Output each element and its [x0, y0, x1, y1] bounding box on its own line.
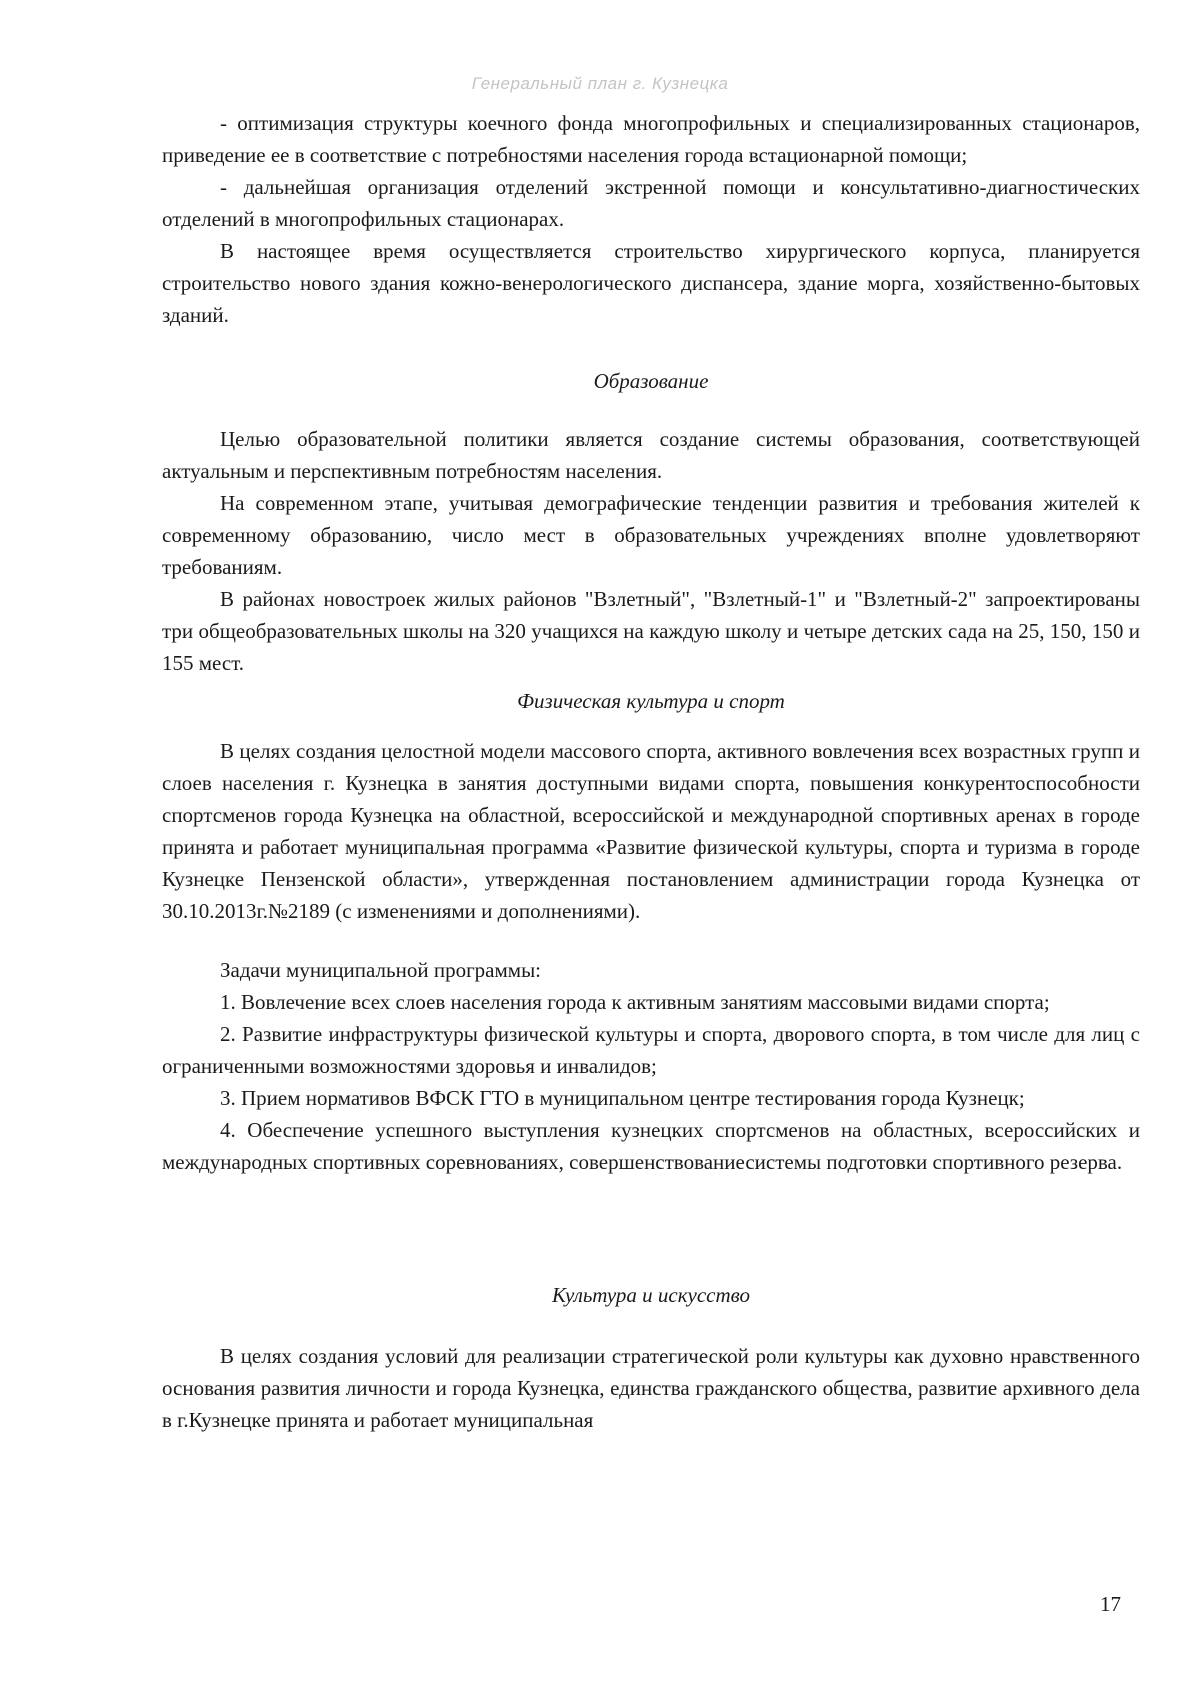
section-culture	[162, 1279, 1140, 1311]
list-item: 4. Обеспечение успешного выступления кузнецких спортсменов на областных, всероссийских и международных спортивных соревнованиях, совершенствованиесистемы подготовки спортивного резерва.	[162, 1118, 1140, 1174]
paragraph-education-goal: Целью образовательной политики является создание системы образования, соответствующей актуальным и перспективным потребностям населения.	[162, 427, 1140, 483]
paragraph-bullet-1: - оптимизация структуры коечного фонда многопрофильных и специализированных стационаров, приведение ее в соответствие с потребностями населения города встационарной помощи;	[162, 111, 1140, 167]
paragraph-education-current: На современном этапе, учитывая демографические тенденции развития и требования жителей к современному образованию, число мест в образовательных учреждениях вполне удовлетворяют требованиям.	[162, 491, 1140, 579]
paragraph-education-districts: В районах новостроек жилых районов "Взлетный", "Взлетный-1" и "Взлетный-2" запроектированы три общеобразовательных школы на 320 учащихся на каждую школу и четыре детских сада на 25, 150, 150 и 155 мест.	[162, 587, 1140, 675]
sport-text	[162, 735, 1140, 927]
page-number: 17	[1100, 1592, 1121, 1616]
paragraph-construction: В настоящее время осуществляется строительство хирургического корпуса, планируется строительство нового здания кожно-венерологического диспансера, здание морга, хозяйственно-бытовых зданий.	[162, 239, 1140, 327]
heading-education: Образование	[593, 369, 709, 393]
paragraph-sport-program: В целях создания целостной модели массового спорта, активного вовлечения всех возрастных групп и слоев населения г. Кузнецка в занятия доступными видами спорта, повышения конкурентоспособности спортсменов города Кузнецка на областной, всероссийской и международной спортивных аренах в городе принята и работает муниципальная программа «Развитие физической культуры, спорта и туризма в городе Кузнецке Пензенской области», утвержденная постановлением администрации города Кузнецка от 30.10.2013г.№2189 (с изменениями и дополнениями).	[162, 739, 1140, 923]
heading-culture: Культура и искусство	[551, 1283, 751, 1307]
heading-sport: Физическая культура и спорт	[517, 689, 785, 713]
body-text-top	[162, 107, 1140, 331]
paragraph-tasks-intro: Задачи муниципальной программы:	[220, 958, 542, 982]
paragraph-culture: В целях создания условий для реализации стратегической роли культуры как духовно нравственного основания развития личности и города Кузнецка, единства гражданского общества, развитие архивного дела в г.Кузнецке принята и работает муниципальная	[162, 1344, 1140, 1432]
sport-tasks	[162, 954, 1140, 986]
paragraph-bullet-2: - дальнейшая организация отделений экстренной помощи и консультативно-диагностических отделений в многопрофильных стационарах.	[162, 175, 1140, 231]
culture-text	[162, 1340, 1140, 1436]
section-sport	[162, 685, 1140, 717]
list-item: 3. Прием нормативов ВФСК ГТО в муниципальном центре тестирования города Кузнецк;	[220, 1086, 1025, 1110]
education-text	[162, 423, 1140, 679]
running-header: Генеральный план г. Кузнецка	[471, 74, 729, 93]
list-item: 2. Развитие инфраструктуры физической культуры и спорта, дворового спорта, в том числе для лиц с ограниченными возможностями здоровья и инвалидов;	[162, 1022, 1140, 1078]
section-education	[162, 365, 1140, 397]
task-list	[162, 986, 1140, 1178]
list-item: 1. Вовлечение всех слоев населения города к активным занятиям массовыми видами спорта;	[220, 990, 1050, 1014]
